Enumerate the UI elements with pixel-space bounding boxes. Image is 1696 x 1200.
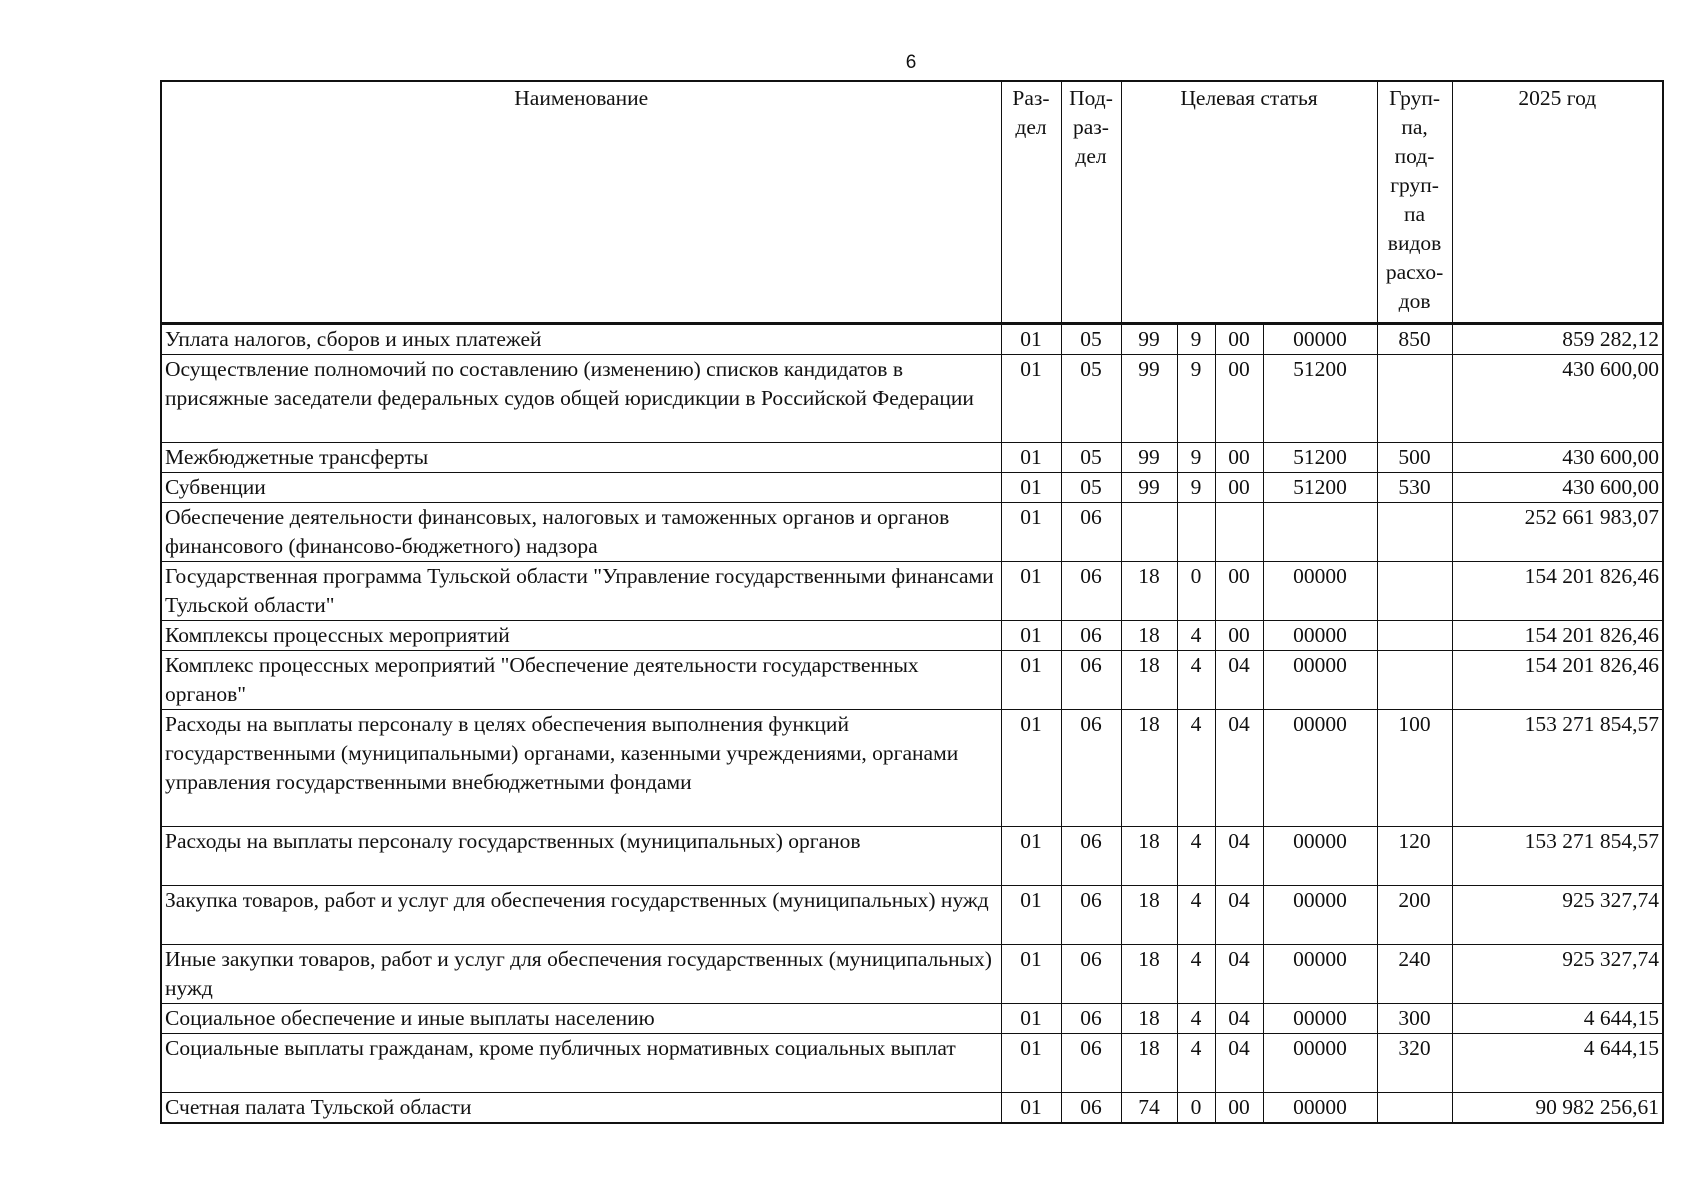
table-row	[161, 651, 1663, 710]
cell-amount: 859 282,12	[1452, 324, 1663, 355]
cell-program	[1121, 503, 1177, 562]
cell-podrazdel: 06	[1061, 886, 1121, 945]
cell-subprogram: 4	[1177, 1034, 1215, 1093]
cell-subprogram: 0	[1177, 1093, 1215, 1124]
cell-razdel: 01	[1001, 324, 1061, 355]
cell-expense-group	[1377, 562, 1452, 621]
cell-amount: 154 201 826,46	[1452, 621, 1663, 651]
cell-razdel: 01	[1001, 562, 1061, 621]
table-row	[161, 886, 1663, 945]
cell-program: 18	[1121, 651, 1177, 710]
cell-direction: 00000	[1263, 651, 1377, 710]
cell-expense-group	[1377, 621, 1452, 651]
cell-name: Иные закупки товаров, работ и услуг для обеспечения государственных (муниципальных) нужд	[161, 945, 1001, 1004]
cell-razdel: 01	[1001, 651, 1061, 710]
cell-podrazdel: 06	[1061, 621, 1121, 651]
header-podrazdel	[1061, 81, 1121, 324]
table-row	[161, 503, 1663, 562]
cell-podrazdel: 06	[1061, 945, 1121, 1004]
cell-name: Социальное обеспечение и иные выплаты населению	[161, 1004, 1001, 1034]
cell-razdel: 01	[1001, 710, 1061, 827]
cell-expense-group: 500	[1377, 443, 1452, 473]
cell-event: 04	[1215, 1004, 1263, 1034]
cell-subprogram	[1177, 503, 1215, 562]
cell-expense-group	[1377, 1093, 1452, 1124]
cell-razdel: 01	[1001, 1093, 1061, 1124]
cell-podrazdel: 05	[1061, 443, 1121, 473]
cell-program: 18	[1121, 886, 1177, 945]
cell-name: Межбюджетные трансферты	[161, 443, 1001, 473]
cell-razdel: 01	[1001, 355, 1061, 443]
cell-expense-group	[1377, 651, 1452, 710]
cell-direction: 51200	[1263, 355, 1377, 443]
cell-direction: 00000	[1263, 1093, 1377, 1124]
cell-event: 04	[1215, 651, 1263, 710]
table-body	[161, 324, 1663, 1124]
cell-direction: 00000	[1263, 1004, 1377, 1034]
cell-event: 00	[1215, 443, 1263, 473]
table-row	[161, 473, 1663, 503]
header-name: Наименование	[161, 81, 1001, 324]
cell-razdel: 01	[1001, 443, 1061, 473]
cell-podrazdel: 06	[1061, 1034, 1121, 1093]
cell-amount: 90 982 256,61	[1452, 1093, 1663, 1124]
cell-amount: 430 600,00	[1452, 355, 1663, 443]
cell-subprogram: 9	[1177, 355, 1215, 443]
cell-program: 99	[1121, 443, 1177, 473]
cell-program: 18	[1121, 562, 1177, 621]
header-gruppa	[1377, 81, 1452, 324]
cell-expense-group: 200	[1377, 886, 1452, 945]
cell-name: Комплексы процессных мероприятий	[161, 621, 1001, 651]
cell-razdel: 01	[1001, 1034, 1061, 1093]
cell-direction: 51200	[1263, 443, 1377, 473]
cell-program: 18	[1121, 621, 1177, 651]
cell-podrazdel: 06	[1061, 710, 1121, 827]
cell-program: 18	[1121, 710, 1177, 827]
table-row	[161, 827, 1663, 886]
cell-name: Государственная программа Тульской области "Управление государственными финансами Тульской области"	[161, 562, 1001, 621]
cell-subprogram: 0	[1177, 562, 1215, 621]
cell-razdel: 01	[1001, 621, 1061, 651]
cell-amount: 153 271 854,57	[1452, 710, 1663, 827]
cell-podrazdel: 06	[1061, 562, 1121, 621]
cell-podrazdel: 05	[1061, 324, 1121, 355]
cell-program: 74	[1121, 1093, 1177, 1124]
cell-name: Субвенции	[161, 473, 1001, 503]
cell-event: 00	[1215, 562, 1263, 621]
cell-podrazdel: 05	[1061, 473, 1121, 503]
table-row	[161, 710, 1663, 827]
cell-event: 04	[1215, 827, 1263, 886]
cell-direction: 00000	[1263, 827, 1377, 886]
cell-expense-group: 120	[1377, 827, 1452, 886]
cell-direction: 00000	[1263, 562, 1377, 621]
cell-direction: 00000	[1263, 945, 1377, 1004]
cell-razdel: 01	[1001, 945, 1061, 1004]
cell-direction	[1263, 503, 1377, 562]
cell-amount: 925 327,74	[1452, 886, 1663, 945]
cell-razdel: 01	[1001, 473, 1061, 503]
cell-event	[1215, 503, 1263, 562]
cell-podrazdel: 06	[1061, 503, 1121, 562]
cell-amount: 4 644,15	[1452, 1034, 1663, 1093]
cell-name: Закупка товаров, работ и услуг для обеспечения государственных (муниципальных) нужд	[161, 886, 1001, 945]
table-row	[161, 1034, 1663, 1093]
cell-expense-group	[1377, 503, 1452, 562]
cell-event: 04	[1215, 1034, 1263, 1093]
cell-amount: 154 201 826,46	[1452, 651, 1663, 710]
cell-expense-group: 240	[1377, 945, 1452, 1004]
cell-event: 00	[1215, 1093, 1263, 1124]
cell-expense-group: 850	[1377, 324, 1452, 355]
cell-name: Осуществление полномочий по составлению (изменению) списков кандидатов в присяжные заседатели федеральных судов общей юрисдикции в Российской Федерации	[161, 355, 1001, 443]
cell-razdel: 01	[1001, 886, 1061, 945]
cell-amount: 4 644,15	[1452, 1004, 1663, 1034]
cell-program: 18	[1121, 827, 1177, 886]
cell-amount: 153 271 854,57	[1452, 827, 1663, 886]
cell-amount: 430 600,00	[1452, 473, 1663, 503]
cell-subprogram: 4	[1177, 886, 1215, 945]
cell-direction: 00000	[1263, 710, 1377, 827]
cell-subprogram: 9	[1177, 473, 1215, 503]
cell-subprogram: 4	[1177, 945, 1215, 1004]
table-row	[161, 562, 1663, 621]
cell-name: Расходы на выплаты персоналу государственных (муниципальных) органов	[161, 827, 1001, 886]
cell-amount: 925 327,74	[1452, 945, 1663, 1004]
table-row	[161, 1093, 1663, 1124]
cell-subprogram: 4	[1177, 621, 1215, 651]
cell-razdel: 01	[1001, 1004, 1061, 1034]
cell-name: Расходы на выплаты персоналу в целях обеспечения выполнения функций государственными (муниципальными) органами, казенными учреждениями, органами управления государственными внебюджетными фондами	[161, 710, 1001, 827]
table-row	[161, 621, 1663, 651]
cell-subprogram: 4	[1177, 710, 1215, 827]
cell-amount: 430 600,00	[1452, 443, 1663, 473]
header-year: 2025 год	[1452, 81, 1663, 324]
cell-program: 18	[1121, 1004, 1177, 1034]
cell-event: 04	[1215, 710, 1263, 827]
table-row	[161, 1004, 1663, 1034]
cell-program: 99	[1121, 473, 1177, 503]
header-razdel	[1001, 81, 1061, 324]
cell-event: 04	[1215, 945, 1263, 1004]
cell-direction: 00000	[1263, 621, 1377, 651]
cell-amount: 154 201 826,46	[1452, 562, 1663, 621]
cell-podrazdel: 06	[1061, 651, 1121, 710]
cell-name: Комплекс процессных мероприятий "Обеспечение деятельности государственных органов"	[161, 651, 1001, 710]
cell-razdel: 01	[1001, 503, 1061, 562]
cell-razdel: 01	[1001, 827, 1061, 886]
budget-table	[160, 80, 1664, 1124]
cell-program: 99	[1121, 324, 1177, 355]
header-razdel-text: Раз- дел	[1012, 86, 1050, 139]
cell-name: Социальные выплаты гражданам, кроме публичных нормативных социальных выплат	[161, 1034, 1001, 1093]
cell-podrazdel: 06	[1061, 1004, 1121, 1034]
cell-expense-group: 300	[1377, 1004, 1452, 1034]
cell-direction: 51200	[1263, 473, 1377, 503]
cell-amount: 252 661 983,07	[1452, 503, 1663, 562]
cell-program: 99	[1121, 355, 1177, 443]
header-tselevaya-statya: Целевая статья	[1121, 81, 1377, 324]
cell-name: Уплата налогов, сборов и иных платежей	[161, 324, 1001, 355]
cell-expense-group: 100	[1377, 710, 1452, 827]
cell-event: 00	[1215, 324, 1263, 355]
cell-event: 00	[1215, 473, 1263, 503]
cell-event: 04	[1215, 886, 1263, 945]
cell-subprogram: 4	[1177, 651, 1215, 710]
cell-expense-group: 320	[1377, 1034, 1452, 1093]
cell-program: 18	[1121, 1034, 1177, 1093]
cell-podrazdel: 06	[1061, 827, 1121, 886]
table-row	[161, 355, 1663, 443]
header-podrazdel-text: Под- раз- дел	[1069, 86, 1113, 168]
table-row	[161, 945, 1663, 1004]
cell-podrazdel: 05	[1061, 355, 1121, 443]
cell-subprogram: 9	[1177, 324, 1215, 355]
cell-direction: 00000	[1263, 886, 1377, 945]
cell-subprogram: 9	[1177, 443, 1215, 473]
page-number: 6	[905, 52, 917, 73]
cell-direction: 00000	[1263, 1034, 1377, 1093]
cell-program: 18	[1121, 945, 1177, 1004]
table-row	[161, 324, 1663, 355]
header-gruppa-text: Груп- па, под- груп- па видов расхо- дов	[1385, 86, 1444, 313]
cell-podrazdel: 06	[1061, 1093, 1121, 1124]
cell-event: 00	[1215, 355, 1263, 443]
table-row	[161, 443, 1663, 473]
cell-direction: 00000	[1263, 324, 1377, 355]
header-row	[161, 81, 1663, 324]
cell-subprogram: 4	[1177, 1004, 1215, 1034]
cell-name: Обеспечение деятельности финансовых, налоговых и таможенных органов и органов финансового (финансово-бюджетного) надзора	[161, 503, 1001, 562]
cell-expense-group	[1377, 355, 1452, 443]
cell-name: Счетная палата Тульской области	[161, 1093, 1001, 1124]
cell-event: 00	[1215, 621, 1263, 651]
cell-subprogram: 4	[1177, 827, 1215, 886]
cell-expense-group: 530	[1377, 473, 1452, 503]
